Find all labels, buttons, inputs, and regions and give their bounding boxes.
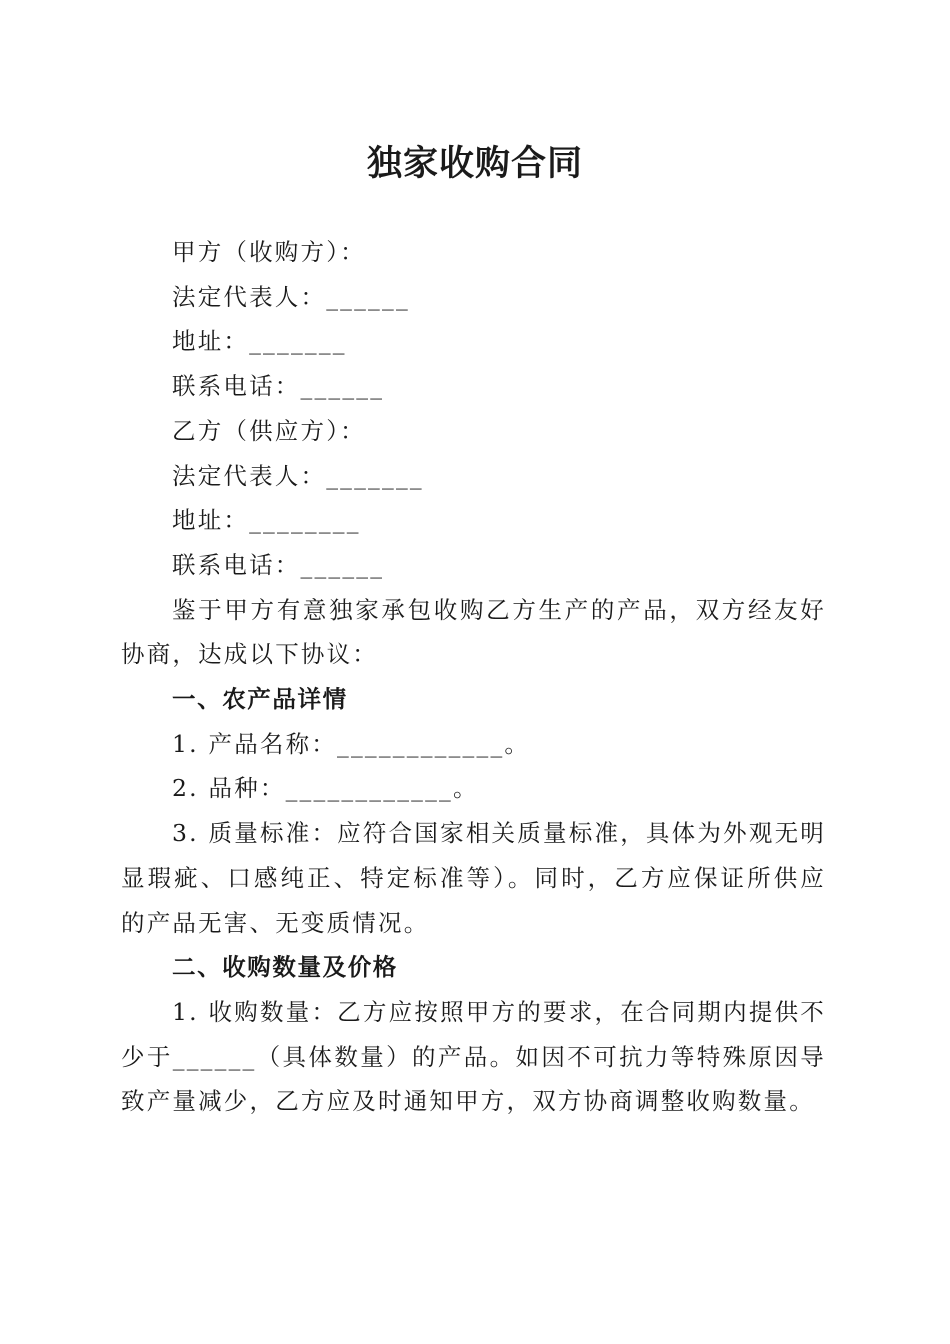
party-a-representative: 法定代表人：______ xyxy=(172,282,410,311)
section-1-heading: 一、农产品详情 xyxy=(172,685,348,714)
document-body xyxy=(121,230,826,1124)
party-a-phone: 联系电话：______ xyxy=(172,372,385,401)
section-1-item-3: 3. 质量标准：应符合国家相关质量标准，具体为外观无明显瑕疵、口感纯正、特定标准等）。同时，乙方应保证所供应的产品无害、无变质情况。 xyxy=(121,819,826,937)
section-2-heading: 二、收购数量及价格 xyxy=(172,953,398,982)
section-1-item-1: 1. 产品名称：____________。 xyxy=(172,729,531,758)
party-b-phone: 联系电话：______ xyxy=(172,550,385,579)
party-b-representative: 法定代表人：_______ xyxy=(172,461,424,490)
party-b-header: 乙方（供应方）： xyxy=(172,416,366,445)
preamble-paragraph: 鉴于甲方有意独家承包收购乙方生产的产品，双方经友好协商，达成以下协议： xyxy=(121,595,826,669)
section-1-item-2: 2. 品种：____________。 xyxy=(172,774,479,803)
document-title: 独家收购合同 xyxy=(366,144,583,184)
party-a-header: 甲方（收购方）： xyxy=(172,238,366,266)
party-b-address: 地址：________ xyxy=(172,506,361,535)
party-a-address: 地址：_______ xyxy=(172,327,347,356)
section-2-item-1: 1. 收购数量：乙方应按照甲方的要求，在合同期内提供不少于______（具体数量）的产品。如因不可抗力等特殊原因导致产量减少，乙方应及时通知甲方，双方协商调整收购数量。 xyxy=(121,997,826,1116)
